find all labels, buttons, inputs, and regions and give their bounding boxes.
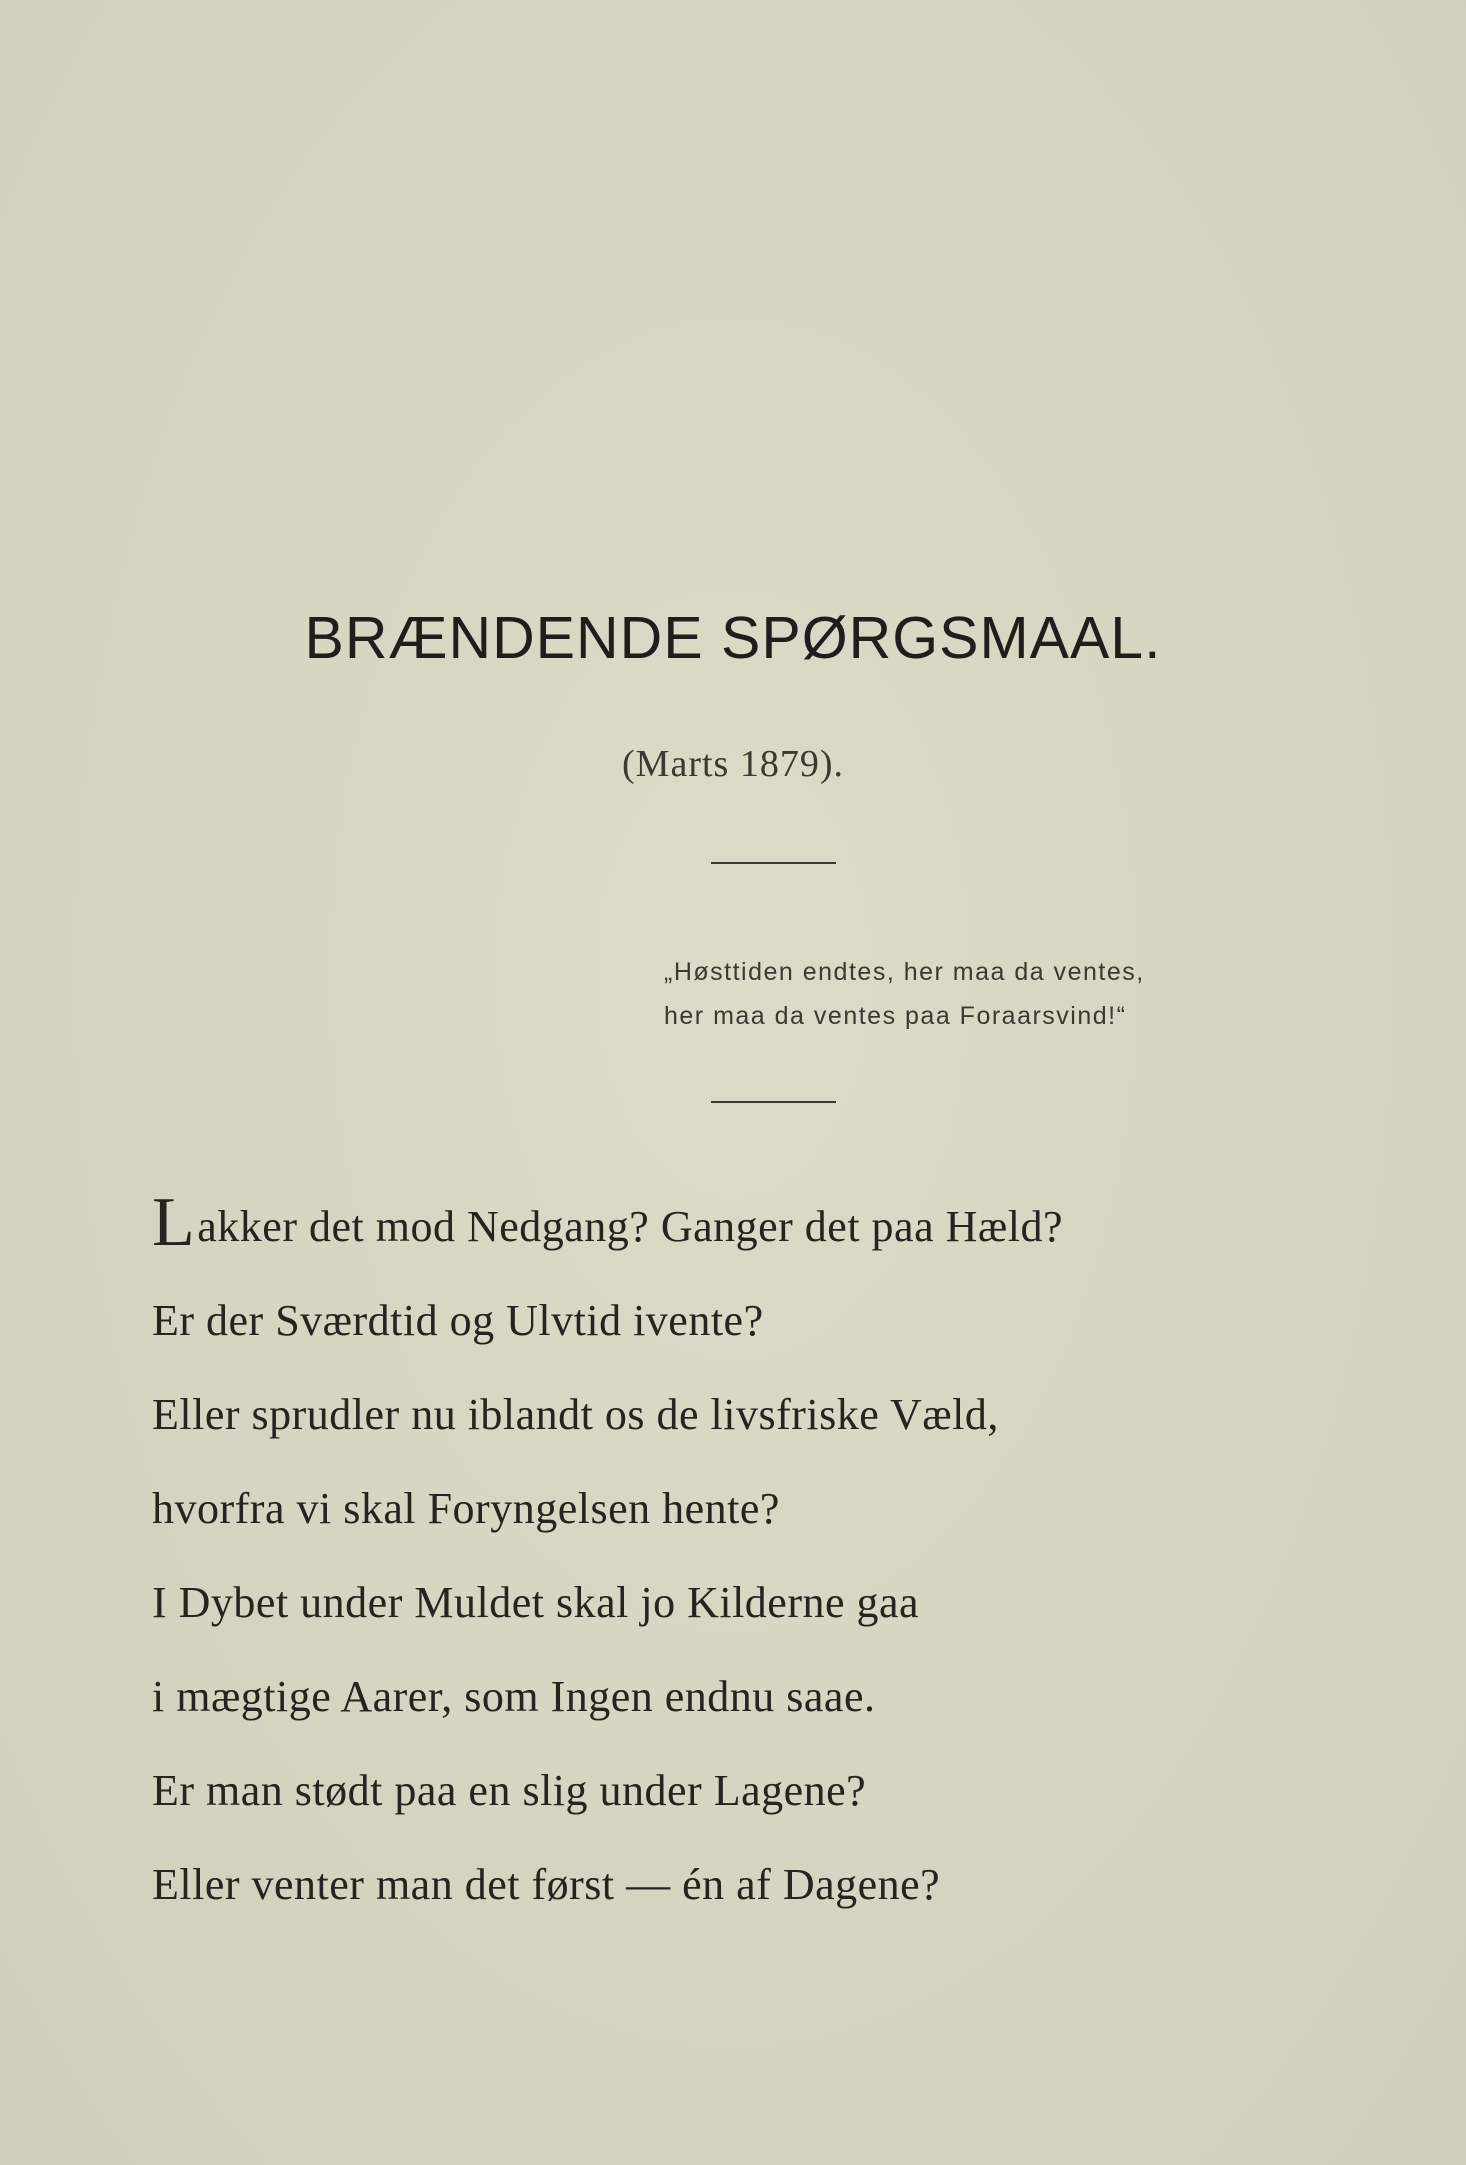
poem-line: hvorfra vi skal Foryngelsen hente? [152,1484,780,1533]
epigraph-line: „Høsttiden endtes, her maa da ventes, [664,958,1145,986]
poem-line: I Dybet under Muldet skal jo Kilderne gaa [152,1578,920,1627]
divider-bottom [711,1101,836,1103]
date-subtitle: (Marts 1879). [622,743,844,785]
poem-line: Eller sprudler nu iblandt os de livsfriske Væld, [152,1390,999,1439]
epigraph-line: her maa da ventes paa Foraarsvind!“ [664,1002,1127,1030]
poem-line-text: akker det mod Nedgang? Ganger det paa Hæld? [197,1202,1063,1251]
poem-line: Eller venter man det først — én af Dagene? [152,1860,941,1909]
divider-top [711,862,836,864]
poem-line [152,1180,1412,1274]
epigraph [664,950,1314,1038]
poem-line: Er man stødt paa en slig under Lagene? [152,1766,867,1815]
drop-cap: L [152,1184,196,1261]
page-title: BRÆNDENDE SPØRGSMAAL. [304,605,1162,671]
poem-line: i mægtige Aarer, som Ingen endnu saae. [152,1672,876,1721]
poem-line: Er der Sværdtid og Ulvtid ivente? [152,1296,764,1345]
poem-stanza [152,1180,1412,1932]
